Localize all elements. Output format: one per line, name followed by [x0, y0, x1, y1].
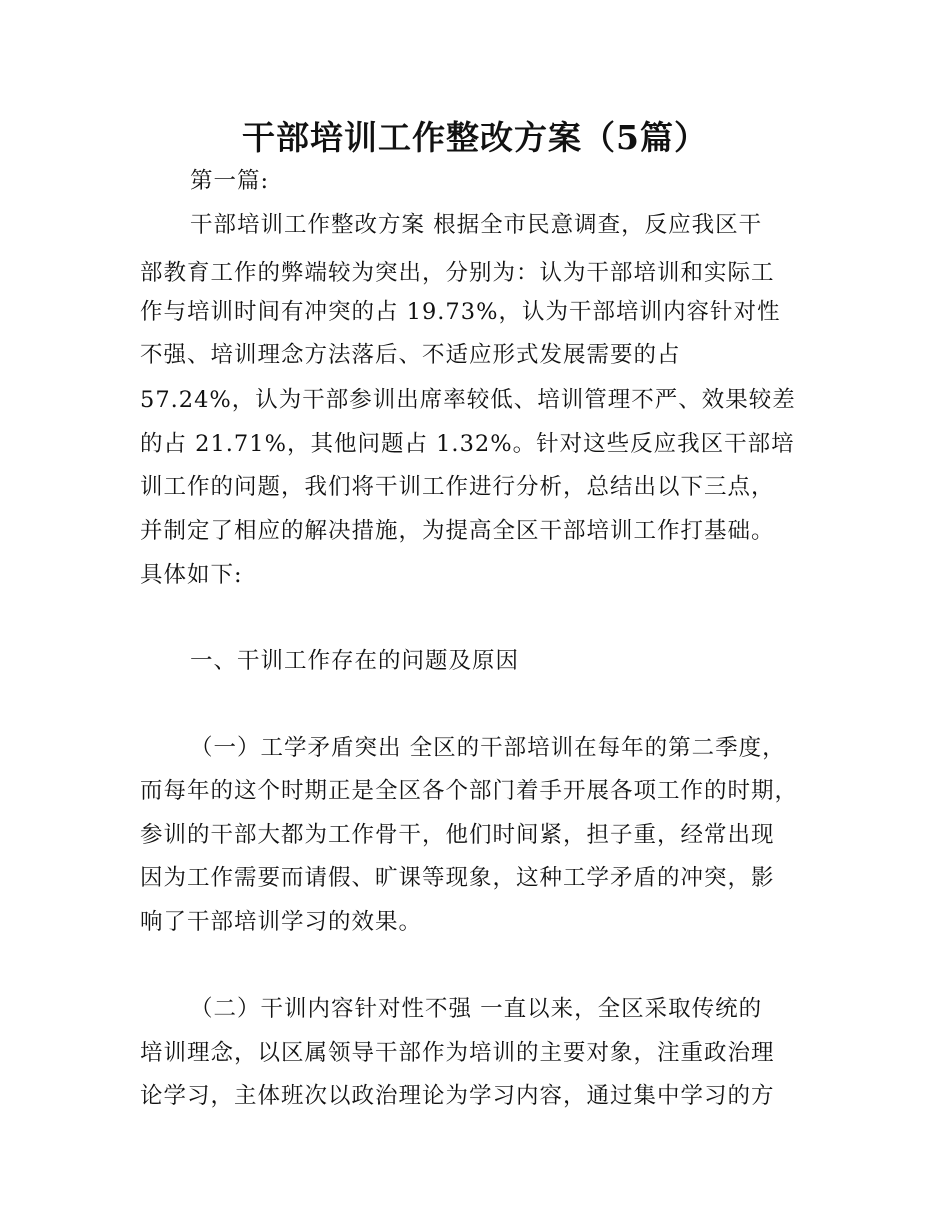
paragraph-line: （二）干训内容针对性不强 一直以来，全区采取传统的: [190, 996, 763, 1022]
paragraph-line: 不强、培训理念方法落后、不适应形式发展需要的占: [140, 342, 681, 368]
paragraph-line: 并制定了相应的解决措施，为提高全区干部培训工作打基础。: [140, 518, 775, 544]
section-label: 第一篇:: [190, 168, 270, 194]
paragraph-line: 培训理念，以区属领导干部作为培训的主要对象，注重政治理: [140, 1040, 775, 1066]
paragraph-line: 论学习，主体班次以政治理论为学习内容，通过集中学习的方: [140, 1083, 775, 1109]
paragraph-line: 干部培训工作整改方案 根据全市民意调查，反应我区干: [190, 212, 763, 238]
paragraph-line: 响了干部培训学习的效果。: [140, 909, 423, 935]
paragraph-line: 57.24%，认为干部参训出席率较低、培训管理不严、效果较差: [140, 387, 796, 413]
paragraph-line: 训工作的问题，我们将干训工作进行分析，总结出以下三点，: [140, 474, 775, 500]
paragraph-line: 的占 21.71%，其他问题占 1.32%。针对这些反应我区干部培: [140, 431, 795, 457]
document-title: 干部培训工作整改方案（5篇）: [242, 118, 708, 157]
paragraph-line: 具体如下:: [140, 562, 243, 588]
section-heading: 一、干训工作存在的问题及原因: [190, 648, 520, 674]
paragraph-line: 而每年的这个时期正是全区各个部门着手开展各项工作的时期，: [140, 778, 799, 804]
paragraph-line: 作与培训时间有冲突的占 19.73%，认为干部培训内容针对性: [140, 299, 781, 325]
paragraph-line: 因为工作需要而请假、旷课等现象，这种工学矛盾的冲突，影: [140, 865, 775, 891]
paragraph-line: 参训的干部大都为工作骨干，他们时间紧，担子重，经常出现: [140, 822, 775, 848]
paragraph-line: 部教育工作的弊端较为突出，分别为：认为干部培训和实际工: [140, 260, 775, 286]
paragraph-line: （一）工学矛盾突出 全区的干部培训在每年的第二季度，: [190, 735, 786, 761]
